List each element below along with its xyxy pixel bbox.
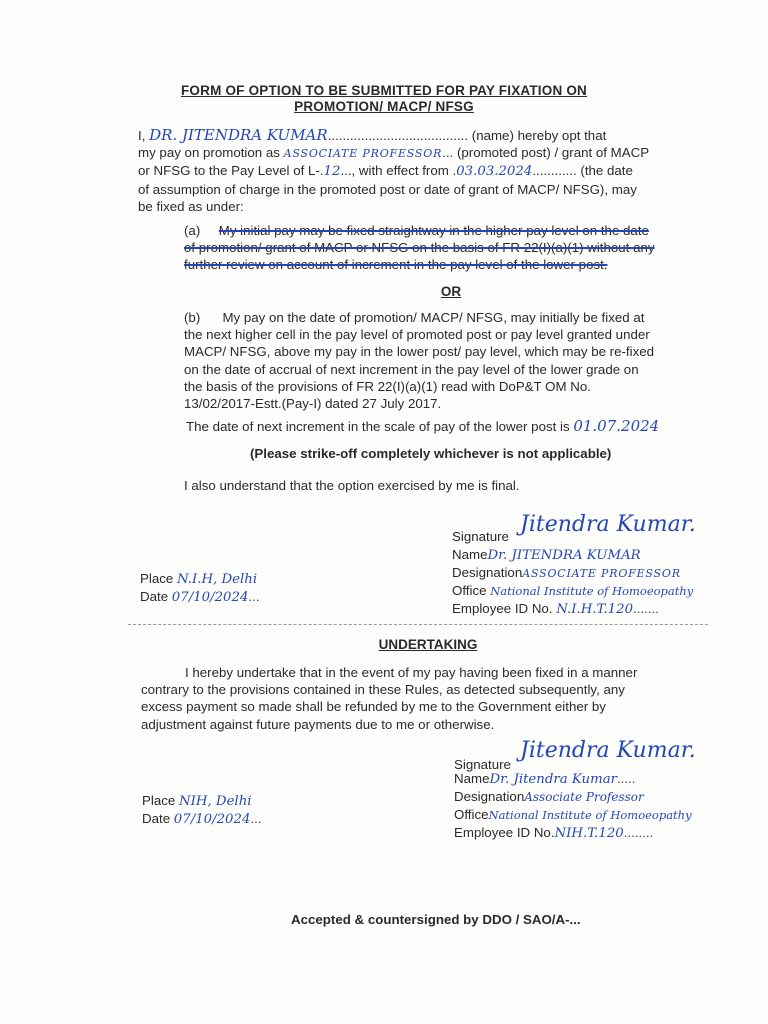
- option-a-label: (a): [184, 223, 201, 238]
- place-label: Place: [140, 571, 174, 586]
- undertaking-designation-label: Designation: [454, 789, 525, 804]
- empid-value-handwritten: N.I.H.T.120: [556, 602, 634, 617]
- designation-value-handwritten: ASSOCIATE PROFESSOR: [522, 567, 681, 580]
- undertaking-empid-handwritten: NIH.T.120: [554, 826, 624, 841]
- intro-line-1: I, DR. JITENDRA KUMAR...................................... (name) hereby opt that: [138, 126, 607, 144]
- undertaking-line4: adjustment against future payments due to me or otherwise.: [141, 716, 495, 732]
- intro-paragraph: [138, 126, 650, 215]
- option-b-line2: the next higher cell in the pay level of promoted post or pay level granted under: [184, 327, 650, 343]
- strike-off-note: (Please strike-off completely whichever is not applicable): [250, 446, 612, 461]
- option-b: [184, 309, 716, 412]
- post-handwritten: ASSOCIATE PROFESSOR: [283, 147, 443, 161]
- section-divider: [128, 624, 708, 625]
- or-separator: OR: [440, 284, 462, 299]
- signature-block-option: Signature Jitendra Kumar. NameDr. JITENDRA KUMAR DesignationASSOCIATE PROFESSOR Office National Institute of Homoeopathy Employee ID No. N.I.H.T.120.......: [452, 512, 696, 617]
- intro-line-4: of assumption of charge in the promoted post or date of grant of MACP/ NFSG), may: [138, 181, 637, 197]
- form-title-line2: PROMOTION/ MACP/ NFSG: [294, 99, 474, 114]
- undertaking-signature-label: Signature: [454, 757, 511, 772]
- undertaking-office-handwritten: National Institute of Homoeopathy: [488, 808, 692, 822]
- level-handwritten: 12: [323, 164, 341, 180]
- final-note: I also understand that the option exercised by me is final.: [184, 478, 520, 493]
- undertaking-name-handwritten: Dr. Jitendra Kumar: [489, 772, 617, 787]
- undertaking-paragraph: [141, 664, 717, 733]
- place-date-option: Place N.I.H, Delhi Date 07/10/2024...: [140, 571, 260, 606]
- intro-line-3: or NFSG to the Pay Level of L-.12..., with effect from .03.03.2024............ (the date: [138, 163, 633, 180]
- undertaking-title: UNDERTAKING: [378, 637, 478, 652]
- option-a: [184, 222, 655, 274]
- undertaking-place-label: Place: [142, 793, 176, 808]
- next-increment-date-handwritten: 01.07.2024: [573, 417, 660, 435]
- empid-label: Employee ID No.: [452, 601, 553, 616]
- undertaking-date-handwritten: 07/10/2024: [173, 812, 251, 828]
- next-increment: The date of next increment in the scale of pay of the lower post is 01.07.2024: [186, 417, 660, 435]
- undertaking-line3: excess payment so made shall be refunded by me to the Government either by: [141, 699, 606, 715]
- office-label: Office: [452, 583, 487, 598]
- name-handwritten: DR. JITENDRA KUMAR: [149, 126, 328, 144]
- option-b-line4: on the date of accrual of next increment in the pay level of the lower grade on: [184, 361, 639, 377]
- intro-line-2: my pay on promotion as ASSOCIATE PROFESSOR... (promoted post) / grant of MACP: [138, 145, 650, 161]
- place-value-handwritten: N.I.H, Delhi: [176, 572, 258, 587]
- signature-block-undertaking: Signature Jitendra Kumar. NameDr. Jitendra Kumar..... DesignationAssociate Professor OfficeNational Institute of Homoeopathy Employee ID No.NIH.T.120........: [454, 738, 696, 841]
- place-date-undertaking: Place NIH, Delhi Date 07/10/2024...: [142, 793, 262, 828]
- effect-date-handwritten: 03.03.2024: [456, 164, 533, 180]
- form-title-line1: FORM OF OPTION TO BE SUBMITTED FOR PAY FIXATION ON: [180, 83, 587, 98]
- option-b-line1: My pay on the date of promotion/ MACP/ NFSG, may initially be fixed at: [222, 310, 645, 325]
- undertaking-designation-handwritten: Associate Professor: [524, 790, 644, 804]
- undertaking-office-label: Office: [454, 807, 489, 822]
- undertaking-date-label: Date: [142, 811, 171, 827]
- signature-handwritten: Jitendra Kumar.: [520, 512, 696, 537]
- date-label: Date: [140, 589, 169, 605]
- undertaking-line1: I hereby undertake that in the event of my pay having been fixed in a manner: [185, 665, 638, 680]
- option-b-line6: 13/02/2017-Estt.(Pay-I) dated 27 July 2017.: [184, 396, 442, 412]
- undertaking-empid-label: Employee ID No.: [454, 825, 555, 840]
- name-label: Name: [452, 547, 488, 562]
- option-b-line5: the basis of the provisions of FR 22(I)(a)(1) read with DoP&T OM No.: [184, 378, 591, 394]
- option-a-line2: of promotion/ grant of MACP or NFSG on the basis of FR 22(I)(a)(1) without any: [184, 240, 655, 256]
- date-value-handwritten: 07/10/2024: [171, 590, 249, 606]
- undertaking-line2: contrary to the provisions contained in these Rules, as detected subsequently, any: [141, 682, 625, 698]
- name-value-handwritten: Dr. JITENDRA KUMAR: [487, 548, 641, 563]
- option-a-line1: My initial pay may be fixed straightway in the higher pay level on the date: [218, 223, 649, 238]
- office-value-handwritten: National Institute of Homoeopathy: [490, 584, 694, 598]
- option-b-label: (b): [184, 310, 201, 325]
- signature-label: Signature: [452, 529, 509, 544]
- undertaking-place-handwritten: NIH, Delhi: [178, 794, 252, 809]
- accepted-countersigned: Accepted & countersigned by DDO / SAO/A-...: [291, 912, 581, 927]
- option-a-line3: further review on account of increment in the pay level of the lower post.: [184, 257, 608, 273]
- undertaking-signature-handwritten: Jitendra Kumar.: [520, 738, 696, 763]
- designation-label: Designation: [452, 565, 523, 580]
- undertaking-name-label: Name: [454, 771, 490, 786]
- option-b-line3: MACP/ NFSG, above my pay in the lower post/ pay level, which may be re-fixed: [184, 344, 655, 360]
- intro-line-5: be fixed as under:: [138, 198, 244, 214]
